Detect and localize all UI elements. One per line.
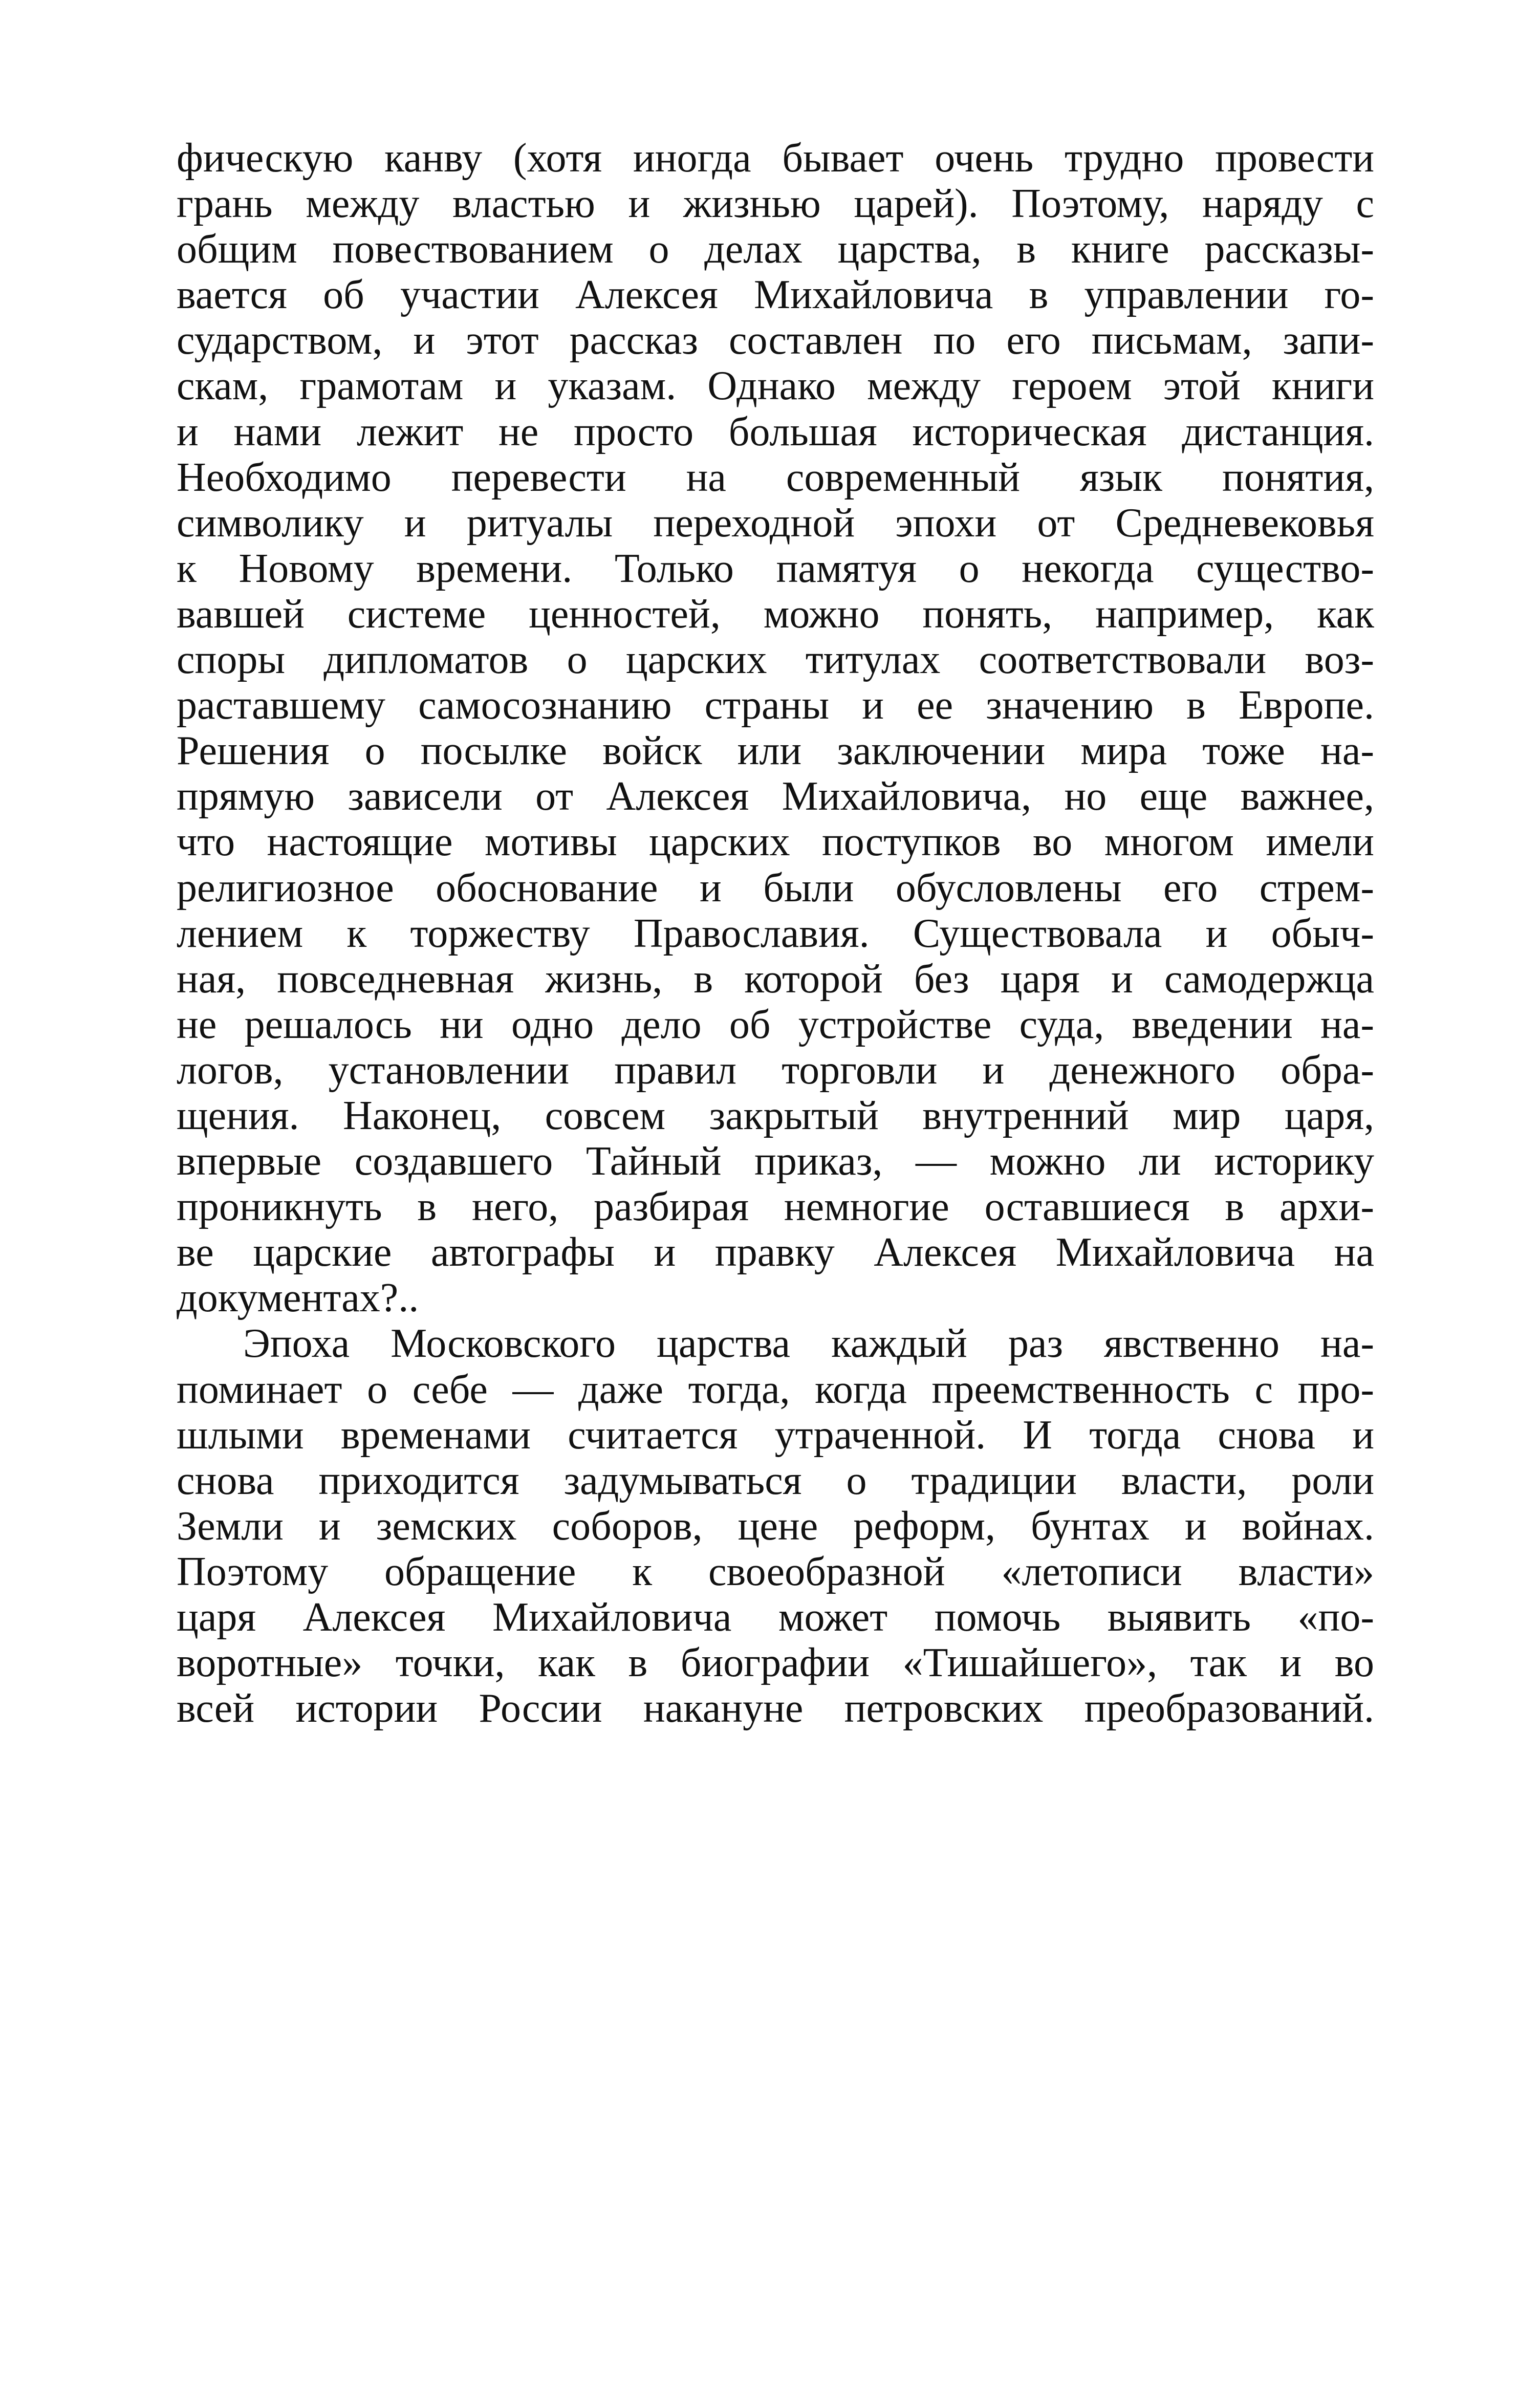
text-line: ве царские автографы и правку Алексея Михайловича на (177, 1230, 1374, 1275)
text-line: впервые создавшего Тайный приказ, — можно ли историку (177, 1139, 1374, 1184)
text-line: религиозное обоснование и были обусловлены его стрем- (177, 865, 1374, 911)
text-line: поминает о себе — даже тогда, когда преемственность с про- (177, 1367, 1374, 1412)
text-line: логов, установлении правил торговли и денежного обра- (177, 1047, 1374, 1093)
body-text (177, 136, 1374, 1731)
text-line: общим повествованием о делах царства, в книге рассказы- (177, 227, 1374, 272)
text-line: грань между властью и жизнью царей). Поэтому, наряду с (177, 181, 1374, 227)
text-line: прямую зависели от Алексея Михайловича, но еще важнее, (177, 774, 1374, 819)
text-line: щения. Наконец, совсем закрытый внутренний мир царя, (177, 1093, 1374, 1138)
text-line: что настоящие мотивы царских поступков во многом имели (177, 819, 1374, 865)
text-line: лением к торжеству Православия. Существовала и обыч- (177, 911, 1374, 956)
text-line: сударством, и этот рассказ составлен по его письмам, запи- (177, 318, 1374, 363)
text-line: символику и ритуалы переходной эпохи от Средневековья (177, 500, 1374, 546)
text-line: царя Алексея Михайловича может помочь выявить «по- (177, 1595, 1374, 1640)
text-line: проникнуть в него, разбирая немногие оставшиеся в архи- (177, 1184, 1374, 1230)
text-line: Эпоха Московского царства каждый раз явственно на- (243, 1321, 1374, 1367)
text-line: споры дипломатов о царских титулах соответствовали воз- (177, 637, 1374, 683)
text-line: всей истории России накануне петровских преобразований. (177, 1686, 1374, 1731)
text-line: шлыми временами считается утраченной. И тогда снова и (177, 1412, 1374, 1458)
text-line: ная, повседневная жизнь, в которой без царя и самодержца (177, 956, 1374, 1002)
text-line: скам, грамотам и указам. Однако между героем этой книги (177, 363, 1374, 409)
paragraph-2 (177, 1321, 1374, 1731)
text-line: вавшей системе ценностей, можно понять, например, как (177, 591, 1374, 637)
text-line: и нами лежит не просто большая историческая дистанция. (177, 409, 1374, 454)
text-line: воротные» точки, как в биографии «Тишайшего», так и во (177, 1640, 1374, 1686)
text-line: не решалось ни одно дело об устройстве суда, введении на- (177, 1002, 1374, 1047)
text-line: раставшему самосознанию страны и ее значению в Европе. (177, 683, 1374, 728)
text-line: к Новому времени. Только памятуя о некогда существо- (177, 546, 1374, 591)
text-line: документах?.. (177, 1275, 419, 1321)
text-line: Земли и земских соборов, цене реформ, бунтах и войнах. (177, 1503, 1374, 1549)
text-line: снова приходится задумываться о традиции власти, роли (177, 1458, 1374, 1503)
paragraph-1 (177, 136, 1374, 1321)
text-line: Необходимо перевести на современный язык понятия, (177, 454, 1374, 500)
text-line: фическую канву (хотя иногда бывает очень трудно провести (177, 136, 1374, 181)
text-line: Решения о посылке войск или заключении мира тоже на- (177, 728, 1374, 774)
text-line: вается об участии Алексея Михайловича в управлении го- (177, 272, 1374, 318)
text-line: Поэтому обращение к своеобразной «летописи власти» (177, 1549, 1374, 1594)
